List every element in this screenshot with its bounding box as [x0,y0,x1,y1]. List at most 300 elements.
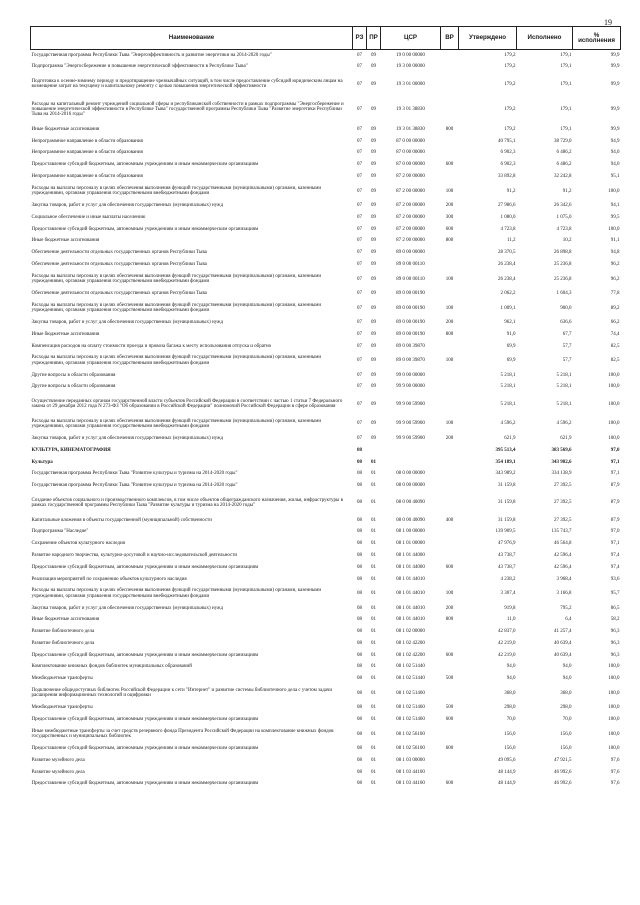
cell-percent: 100,0 [608,226,620,232]
table-row [31,714,621,726]
cell-csr: 08 1 02 51440 [396,676,425,682]
cell-approved: 33 892,8 [498,174,516,180]
cell-name: Предоставление субсидий бюджетным, автономным учреждениям и иным некоммерческим организациям [31,162,259,168]
table-row [31,393,621,416]
cell-vr: 400 [445,517,454,523]
cell-rz: 07 [357,343,362,349]
cell-approved: 4 238,2 [500,576,516,582]
cell-vr [441,626,459,638]
cell-rz: 07 [357,372,362,378]
cell-vr: 800 [445,238,454,244]
column-header-csr: ЦСР [381,27,441,50]
cell-rz: 07 [357,138,362,144]
cell-approved: 2 062,2 [500,291,516,297]
cell-percent: 58,2 [610,617,620,623]
cell-executed: 57,7 [562,343,572,349]
cell-executed: 343 982,6 [551,459,572,465]
cell-rz: 08 [357,483,362,489]
cell-rz: 08 [357,640,362,646]
cell-rz: 07 [357,106,362,112]
cell-name: Межбюджетные трансферты [31,676,93,682]
cell-approved: 94,0 [506,664,516,670]
cell-percent: 87,9 [610,483,620,489]
cell-executed: 636,6 [560,320,572,325]
table-row [31,200,621,212]
cell-pr: 01 [371,731,376,737]
cell-pr: 01 [371,629,376,635]
table-row [31,573,621,585]
cell-approved: 368,0 [504,690,516,696]
cell-executed: 25 236,8 [554,276,572,282]
cell-approved: 4 723,8 [500,226,516,232]
cell-rz: 07 [357,305,362,311]
table-row [31,480,621,492]
cell-pr: 01 [371,564,376,570]
cell-pr: 01 [371,717,376,723]
cell-name: Расходы на капитальный ремонт учреждений социальной сферы и республиканской собственности в рамках подпрограммы "Энергосбережение и повышение энергетической эффективности в Республике Тыва" государственной программы Республики Тыва "Развитие энергетики Республики Тыва на 2014-2016 годы" [31,101,344,118]
cell-pr: 09 [371,421,376,427]
cell-name: Реализация мероприятий по сохранению объектов культурного наследия [31,576,187,582]
cell-approved: 179,2 [504,52,516,58]
cell-approved: 179,2 [504,64,516,70]
cell-rz: 08 [357,705,362,711]
cell-vr [441,61,459,73]
cell-name: Другие вопросы в области образования [31,372,116,378]
table-row [31,300,621,317]
cell-rz: 07 [357,150,362,156]
cell-csr: 87 2 00 00000 [396,214,425,220]
cell-rz: 08 [357,459,362,465]
cell-csr: 08 0 00 00000 [396,483,425,489]
cell-percent: 100,0 [608,690,620,696]
cell-name: Обеспечение деятельности отдельных государственных органов Республики Тыва [31,262,207,268]
cell-approved: 42 219,0 [498,640,516,646]
cell-pr: 09 [371,384,376,390]
cell-name: Другие вопросы в области образования [31,384,116,390]
cell-rz: 08 [357,500,362,506]
cell-percent: 95,1 [610,174,620,180]
cell-percent: 97,1 [610,471,620,477]
cell-approved: 42 837,0 [498,629,516,635]
cell-percent: 94,0 [610,162,620,168]
cell-name: Иные бюджетные ассигнования [31,238,100,244]
cell-name: Подпрограмма "Наследие" [31,529,89,535]
cell-percent: 74,4 [610,331,620,337]
cell-executed: 6 486,2 [556,162,572,168]
cell-executed: 70,0 [562,717,572,723]
cell-csr: 87 2 00 00000 [396,174,425,180]
cell-vr [441,171,459,183]
cell-approved: 179,2 [504,81,516,87]
table-row [31,685,621,702]
column-header-vr: ВР [441,27,459,50]
cell-executed: 25 236,8 [554,262,572,268]
cell-percent: 100,0 [608,421,620,427]
cell-pr: 09 [371,126,376,132]
cell-percent: 97,0 [610,529,620,535]
cell-vr [441,755,459,767]
table-row [31,183,621,200]
cell-pr: 09 [371,358,376,364]
table-row [31,538,621,550]
cell-pr: 01 [371,652,376,658]
cell-vr [441,638,459,650]
cell-percent: 95,7 [610,591,620,597]
cell-csr: 08 1 03 00000 [396,757,425,763]
cell-vr: 100 [445,305,454,311]
cell-pr: 09 [371,372,376,378]
cell-rz: 08 [357,746,362,752]
cell-csr: 99 9 00 59900 [396,401,425,407]
cell-csr: 19 3 00 00000 [396,64,425,70]
cell-pr: 01 [371,605,376,611]
cell-rz: 07 [357,64,362,70]
cell-csr: 89 0 00 39870 [396,358,425,364]
cell-vr [441,259,459,271]
table-row [31,124,621,136]
cell-csr: 99 9 00 00000 [396,384,425,390]
cell-percent: 87,9 [610,500,620,506]
cell-csr: 08 1 02 00000 [396,629,425,635]
cell-vr: 500 [445,676,454,682]
column-header-name: Наименование [31,27,353,50]
cell-csr: 89 0 00 00190 [396,320,425,325]
cell-vr [441,445,459,457]
cell-approved: 69,9 [506,343,516,349]
cell-approved: 139 909,5 [495,529,516,535]
cell-vr [441,50,459,62]
cell-pr: 09 [371,52,376,58]
cell-approved: 962,1 [504,320,516,325]
cell-pr: 09 [371,162,376,168]
table-body [31,50,621,791]
cell-name: Осуществление переданных органам государственной власти субъектов Российской Федерации в соответствии с частью 1 статьи 7 Федерального закона от 29 декабря 2012 года N 273-ФЗ "Об образовании в Российской Федерации" полномочий Российской Федерации в сфере образования [31,398,343,410]
cell-pr: 09 [371,81,376,87]
cell-vr [441,538,459,550]
cell-executed: 3 166,8 [556,591,572,597]
column-header-pr: ПР [367,27,381,50]
table-row [31,212,621,224]
cell-name: Предоставление субсидий бюджетным, автономным учреждениям и иным некоммерческим организациям [31,226,259,232]
cell-percent: 94,9 [610,138,620,144]
table-row [31,416,621,433]
cell-vr [441,550,459,562]
cell-pr: 09 [371,214,376,220]
cell-executed: 5 218,1 [556,401,572,407]
cell-pr: 09 [371,64,376,70]
cell-vr: 100 [445,591,454,597]
cell-percent: 100,0 [608,188,620,194]
table-row [31,626,621,638]
cell-approved: 5 218,1 [500,384,516,390]
cell-rz: 08 [357,781,362,787]
cell-executed: 156,0 [560,746,572,752]
cell-executed: 46 992,6 [554,781,572,787]
cell-csr: 89 0 00 00000 [396,250,425,256]
cell-approved: 156,0 [504,746,516,752]
cell-name: Развитие народного творчества, культурно-досуговой и научно-исследовательской деятельности [31,552,238,558]
cell-approved: 69,9 [506,358,516,364]
cell-approved: 354 189,1 [495,459,516,465]
cell-rz: 07 [357,384,362,390]
cell-approved: 3 307,4 [500,591,516,597]
cell-pr: 09 [371,150,376,156]
cell-percent: 97,0 [610,447,620,453]
cell-vr [441,526,459,538]
cell-pr: 01 [371,529,376,535]
cell-executed: 179,1 [560,52,572,58]
cell-csr: 89 0 00 00110 [396,262,425,268]
cell-executed: 6 486,2 [556,150,572,156]
cell-approved: 11,2 [506,238,516,244]
cell-approved: 48 144,9 [498,769,516,775]
cell-vr [441,135,459,147]
cell-rz: 08 [357,517,362,523]
table-row [31,585,621,602]
cell-pr: 01 [371,617,376,623]
cell-vr: 100 [445,421,454,427]
cell-name: Закупка товаров, работ и услуг для обеспечения государственных (муниципальных) нужд [31,320,224,325]
cell-name: Социальное обеспечение и иные выплаты населению [31,214,146,220]
cell-rz: 07 [357,276,362,282]
cell-vr: 600 [445,717,454,723]
cell-pr: 09 [371,276,376,282]
cell-name: Непрограммное направление в области образования [31,150,143,156]
cell-pr: 01 [371,705,376,711]
cell-percent: 93,6 [610,576,620,582]
cell-rz: 07 [357,331,362,337]
cell-executed: 40 639,4 [554,652,572,658]
cell-vr [441,288,459,300]
cell-percent: 100,0 [608,372,620,378]
cell-name: Предоставление субсидий бюджетным, автономным учреждениям и иным некоммерческим организациям [31,717,259,723]
cell-name: Предоставление субсидий бюджетным, автономным учреждениям и иным некоммерческим организациям [31,652,259,658]
cell-approved: 43 738,7 [498,552,516,558]
cell-percent: 97,6 [610,769,620,775]
cell-rz: 08 [357,552,362,558]
cell-approved: 5 218,1 [500,372,516,378]
cell-vr: 600 [445,226,454,232]
cell-approved: 179,2 [504,126,516,132]
cell-executed: 26 898,8 [554,250,572,256]
cell-pr: 01 [371,690,376,696]
cell-name: Создание объектов социального и производственного комплексов, в том числе объектов общегражданского назначения, жилья, инфраструктуры в рамках государственной программы Республики Тыва "Развитие культуры и туризма на 2014-2020 годы" [31,497,343,509]
cell-pr: 09 [371,203,376,209]
cell-vr: 500 [445,705,454,711]
cell-executed: 5 218,1 [556,372,572,378]
cell-percent: 99,9 [610,64,620,70]
cell-rz: 07 [357,435,362,441]
cell-rz: 07 [357,203,362,209]
cell-name: Комплектование книжных фондов библиотек муниципальных образований [31,664,192,670]
cell-pr: 01 [371,541,376,547]
cell-approved: 919,8 [504,605,516,611]
cell-rz: 08 [357,529,362,535]
cell-vr [441,340,459,352]
cell-vr [441,726,459,743]
cell-pr: 01 [371,664,376,670]
table-row [31,317,621,329]
cell-name: Расходы на выплаты персоналу в целях обеспечения выполнения функций государственными (муниципальными) органами, казенными учреждениями, органами управления государственными внебюджетными фондами [31,355,322,366]
table-row [31,766,621,778]
cell-pr: 09 [371,401,376,407]
cell-percent: 82,5 [610,358,620,364]
cell-csr: 99 0 00 00000 [396,372,425,378]
cell-vr: 800 [445,617,454,623]
cell-csr: 87 0 00 00000 [396,162,425,168]
table-row [31,235,621,247]
cell-csr: 89 0 00 00190 [396,305,425,311]
budget-execution-table [30,26,621,790]
cell-csr: 87 2 00 00000 [396,203,425,209]
table-row [31,381,621,393]
cell-rz: 08 [357,690,362,696]
cell-approved: 91,0 [506,331,516,337]
cell-percent: 99,9 [610,106,620,112]
cell-approved: 31 159,8 [498,500,516,506]
cell-name: Обеспечение деятельности отдельных государственных органов Республики Тыва [31,291,207,297]
cell-percent: 100,0 [608,401,620,407]
cell-percent: 99,5 [610,214,620,220]
cell-rz: 08 [357,731,362,737]
cell-approved: 179,2 [504,106,516,112]
cell-rz: 08 [357,664,362,670]
cell-name: Предоставление субсидий бюджетным, автономным учреждениям и иным некоммерческим организациям [31,746,259,752]
table-row [31,171,621,183]
cell-vr: 100 [445,188,454,194]
cell-percent: 100,0 [608,676,620,682]
cell-percent: 96,3 [610,652,620,658]
cell-rz: 08 [357,576,362,582]
cell-percent: 86,5 [610,605,620,611]
cell-name: Непрограммное направление в области образования [31,138,143,144]
cell-pr: 01 [371,483,376,489]
cell-approved: 42 219,0 [498,652,516,658]
table-row [31,456,621,468]
cell-name: Развитие библиотечного дела [31,629,95,635]
cell-executed: 42 596,4 [554,552,572,558]
cell-pr: 01 [371,746,376,752]
cell-name: Закупка товаров, работ и услуг для обеспечения государственных (муниципальных) нужд [31,605,224,611]
cell-executed: 6,4 [565,617,572,623]
table-row [31,743,621,755]
cell-csr [381,456,441,468]
cell-approved: 26 238,4 [498,276,516,282]
cell-pr: 09 [371,291,376,297]
cell-rz: 07 [357,162,362,168]
cell-approved: 298,0 [504,705,516,711]
cell-executed: 4 723,8 [556,226,572,232]
cell-approved: 48 144,9 [498,781,516,787]
cell-rz: 07 [357,226,362,232]
table-row [31,352,621,369]
cell-name: Расходы на выплаты персоналу в целях обеспечения выполнения функций государственными (муниципальными) органами, казенными учреждениями, органами управления государственными внебюджетными фондами [31,185,322,197]
table-row [31,340,621,352]
cell-approved: 70,0 [506,717,516,723]
cell-name: Иные бюджетные ассигнования [31,331,100,337]
cell-csr: 08 1 01 44010 [396,576,425,582]
cell-vr [441,480,459,492]
cell-csr: 19 3 01 38830 [396,126,425,132]
table-row [31,96,621,124]
cell-vr: 600 [445,746,454,752]
cell-percent: 96,2 [610,276,620,282]
cell-executed: 179,1 [560,106,572,112]
cell-csr: 19 3 01 38830 [396,106,425,112]
cell-approved: 1 080,0 [500,214,516,220]
cell-percent: 87,9 [610,517,620,523]
cell-executed: 179,1 [560,126,572,132]
cell-csr: 08 1 02 51460 [396,717,425,723]
table-header-row [31,27,621,50]
cell-executed: 46 992,6 [554,769,572,775]
cell-pr: 01 [371,576,376,582]
cell-rz: 07 [357,174,362,180]
cell-rz: 08 [357,541,362,547]
cell-executed: 27 392,5 [554,517,572,523]
cell-rz: 07 [357,81,362,87]
cell-percent: 99,9 [610,81,620,87]
cell-name: Предоставление субсидий бюджетным, автономным учреждениям и иным некоммерческим организациям [31,564,259,570]
cell-name: Подключение общедоступных библиотек Российской Федерации к сети "Интернет" и развитие системы библиотечного дела с учетом задачи расширения информационных технологий и оцифровки [31,688,333,699]
cell-name: Государственная программа Республики Тыва "Энергоэффективность и развитие энергетики на 2014-2020 годы" [31,52,272,58]
cell-percent: 97,6 [610,757,620,763]
table-row [31,755,621,767]
cell-approved: 49 095,6 [498,757,516,763]
cell-percent: 100,0 [608,746,620,752]
cell-approved: 343 989,2 [495,471,516,477]
cell-rz: 07 [357,238,362,244]
cell-vr: 600 [445,564,454,570]
cell-percent: 97,1 [610,541,620,547]
cell-percent: 66,2 [610,320,620,325]
cell-approved: 94,0 [506,676,516,682]
cell-rz: 07 [357,250,362,256]
cell-rz: 07 [357,358,362,364]
cell-rz: 08 [357,617,362,623]
cell-csr: 08 0 00 40090 [396,500,425,506]
cell-csr: 89 0 00 39870 [396,343,425,349]
table-row [31,369,621,381]
column-header-rz: РЗ [353,27,367,50]
cell-name: Государственная программа Республики Тыва "Развитие культуры и туризма на 2014-2020 годы" [31,471,238,477]
cell-rz: 08 [357,564,362,570]
cell-vr: 800 [445,126,454,132]
table-row [31,271,621,288]
cell-percent: 96,3 [610,640,620,646]
cell-percent: 100,0 [608,731,620,737]
cell-vr [441,247,459,259]
cell-executed: 10,2 [562,238,572,244]
cell-percent: 89,2 [610,305,620,311]
cell-executed: 38 729,0 [554,138,572,144]
cell-executed: 1 075,0 [556,214,572,220]
cell-rz: 07 [357,188,362,194]
cell-rz: 07 [357,401,362,407]
table-row [31,135,621,147]
cell-pr: 09 [371,188,376,194]
table-row [31,61,621,73]
cell-percent: 94,8 [610,250,620,256]
cell-executed: 32 242,8 [554,174,572,180]
cell-name: КУЛЬТУРА, КИНЕМАТОГРАФИЯ [31,447,111,453]
cell-pr: 09 [371,238,376,244]
cell-rz: 07 [357,421,362,427]
cell-csr: 89 0 00 00190 [396,331,425,337]
cell-executed: 179,1 [560,81,572,87]
cell-executed: 94,0 [562,664,572,670]
cell-executed: 42 596,4 [554,564,572,570]
